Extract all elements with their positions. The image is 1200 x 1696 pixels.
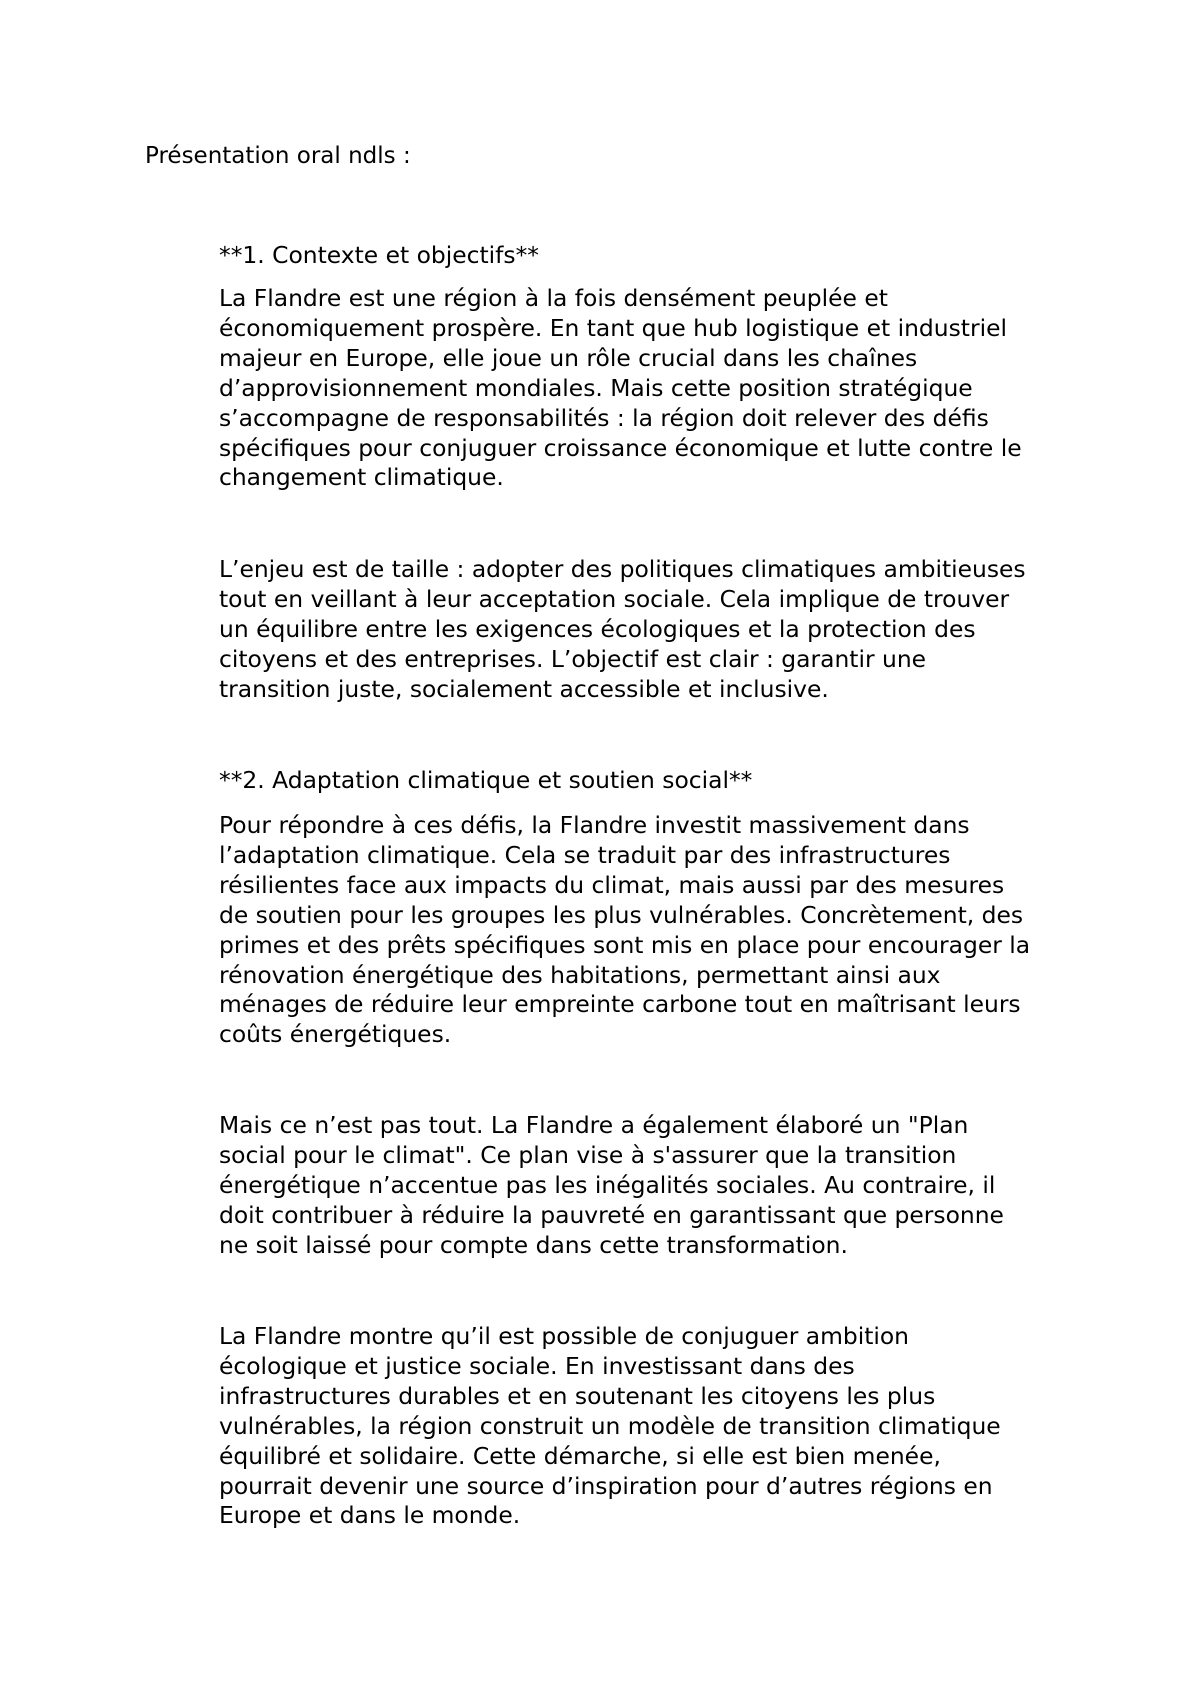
document-title: Présentation oral ndls : bbox=[145, 143, 411, 169]
section-2-paragraph-1: Pour répondre à ces défis, la Flandre investit massivement dans l’adaptation climatique. Cela se traduit par des infrastructures résilientes face aux impacts du climat, mais aussi par des mesures de soutien pour les groupes les plus vulnérables. Concrètement, des primes et des prêts spécifiques sont mis en place pour encourager la rénovation énergétique des habitations, permettant ainsi aux ménages de réduire leur empreinte carbone tout en maîtrisant leurs coûts énergétiques. bbox=[219, 811, 1031, 1049]
section-2-paragraph-2: Mais ce n’est pas tout. La Flandre a également élaboré un "Plan social pour le climat". Ce plan vise à s'assurer que la transition énergétique n’accentue pas les inégalités sociales. Au contraire, il doit contribuer à réduire la pauvreté en garantissant que personne ne soit laissé pour compte dans cette transformation. bbox=[219, 1111, 1004, 1259]
section-2-heading: **2. Adaptation climatique et soutien social** bbox=[219, 766, 753, 794]
section-2-paragraph-3: La Flandre montre qu’il est possible de conjuguer ambition écologique et justice sociale. En investissant dans des infrastructures durables et en soutenant les citoyens les plus vulnérables, la région construit un modèle de transition climatique équilibré et solidaire. Cette démarche, si elle est bien menée, pourrait devenir une source d’inspiration pour d’autres régions en Europe et dans le monde. bbox=[219, 1322, 1001, 1530]
section-1-paragraph-1: La Flandre est une région à la fois densément peuplée et économiquement prospère. En tant que hub logistique et industriel majeur en Europe, elle joue un rôle crucial dans les chaînes d’approvisionnement mondiales. Mais cette position stratégique s’accompagne de responsabilités : la région doit relever des défis spécifiques pour conjuguer croissance économique et lutte contre le changement climatique. bbox=[219, 284, 1022, 492]
section-1-paragraph-2: L’enjeu est de taille : adopter des politiques climatiques ambitieuses tout en veillant à leur acceptation sociale. Cela implique de trouver un équilibre entre les exigences écologiques et la protection des citoyens et des entreprises. L’objectif est clair : garantir une transition juste, socialement accessible et inclusive. bbox=[219, 555, 1026, 703]
section-1-heading: **1. Contexte et objectifs** bbox=[219, 241, 539, 269]
